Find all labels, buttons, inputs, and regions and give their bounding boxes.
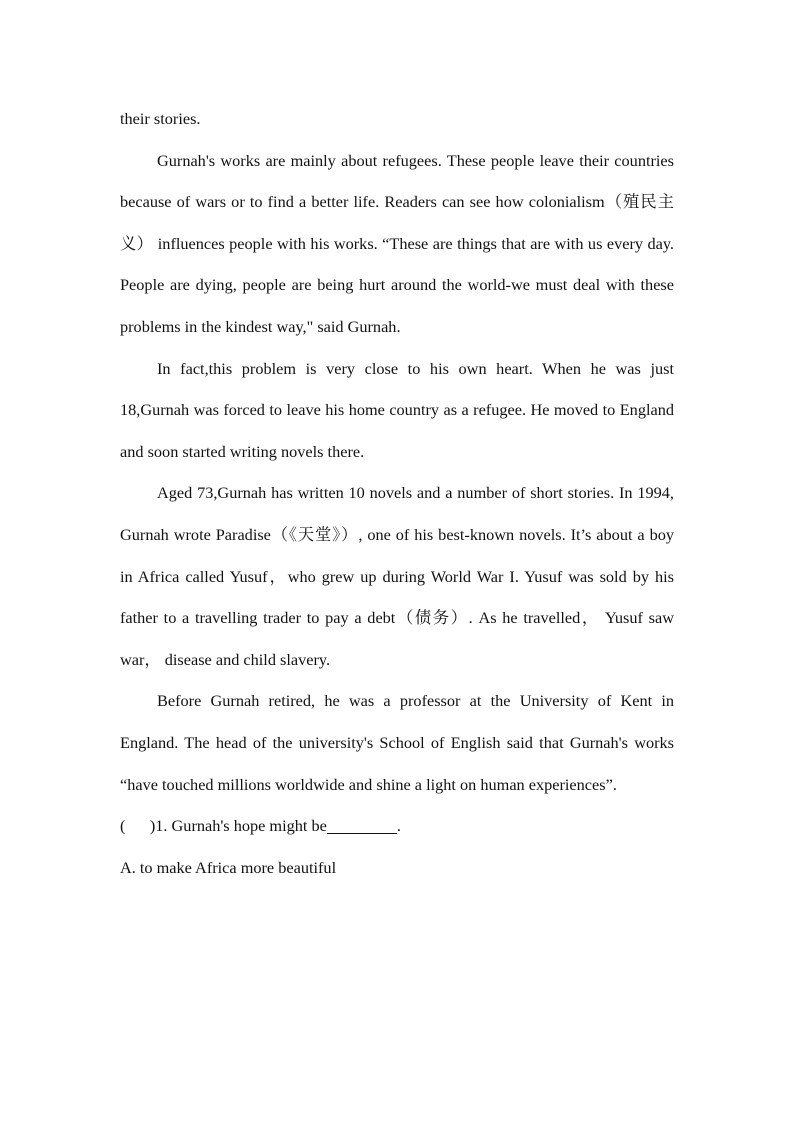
paragraph-refugees: Gurnah's works are mainly about refugees. These people leave their countries because of wars or to find a better life. Readers can see how colonialism（殖民主义） influences people with his works. “These are things that are with us every day. People are dying, people are being hurt around the world-we must deal with these problems in the kindest way," said Gurnah.: [120, 150, 674, 336]
question-1: [120, 805, 674, 847]
article-text: [120, 98, 674, 888]
paragraph-continuation: their stories.: [120, 109, 201, 128]
question-1-period: .: [396, 816, 401, 836]
paragraph-professor: Before Gurnah retired, he was a professor at the University of Kent in England. The head of the university's School of English said that Gurnah's works “have touched millions worldwide and shine a light on human experiences”.: [120, 691, 674, 794]
option-a: A. to make Africa more beautiful: [120, 857, 337, 877]
paragraph-personal-history: In fact,this problem is very close to his own heart. When he was just 18,Gurnah was forced to leave his home country as a refugee. He moved to England and soon started writing novels there.: [120, 358, 674, 461]
question-1-text: ( )1. Gurnah's hope might be: [120, 816, 327, 836]
paragraph-novels: Aged 73,Gurnah has written 10 novels and a number of short stories. In 1994, Gurnah wrote Paradise（《天堂》）, one of his best-known novels. It’s about a boy in Africa called Yusuf，who grew up during World War I. Yusuf was sold by his father to a travelling trader to pay a debt（债务）. As he travelled， Yusuf saw war， disease and child slavery.: [120, 483, 674, 669]
answer-blank[interactable]: [327, 817, 397, 834]
